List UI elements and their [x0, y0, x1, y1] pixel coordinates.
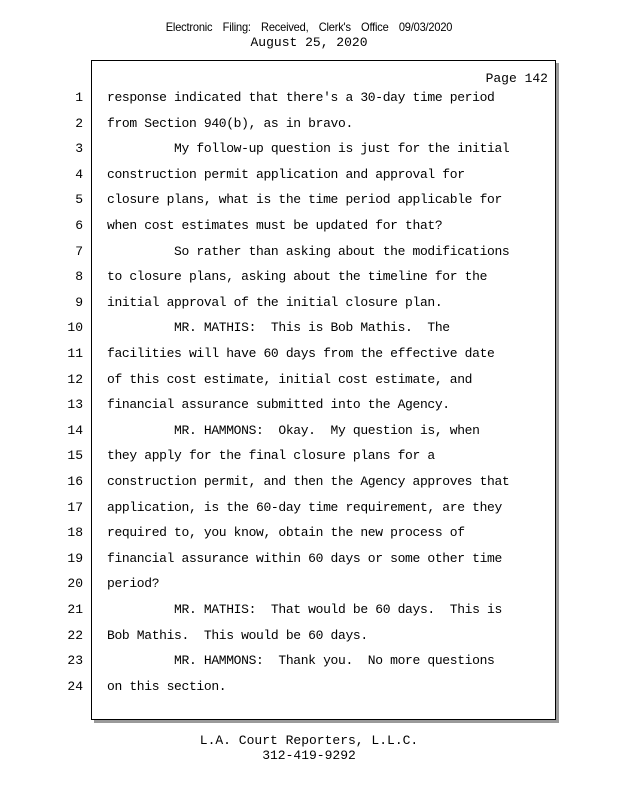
line-number: 2 [75, 115, 83, 131]
line-text: required to, you know, obtain the new process of [107, 525, 465, 541]
line-number: 14 [67, 422, 83, 438]
line-text: MR. HAMMONS: Thank you. No more questions [107, 653, 495, 669]
transcript-line [0, 192, 618, 212]
line-number: 20 [67, 576, 83, 592]
transcript-line [0, 116, 618, 136]
line-number: 23 [67, 653, 83, 669]
transcript-line [0, 295, 618, 315]
line-text: facilities will have 60 days from the effective date [107, 346, 495, 361]
transcript-line [0, 653, 618, 673]
line-number: 13 [67, 397, 83, 413]
transcript-line [0, 500, 618, 520]
transcript-line [0, 448, 618, 468]
transcript-line [0, 372, 618, 392]
line-text: So rather than asking about the modifications [107, 243, 510, 259]
filing-stamp: Electronic Filing: Received, Clerk's Office 09/03/2020 [165, 20, 453, 34]
line-text: MR. MATHIS: That would be 60 days. This is [107, 602, 502, 617]
line-text: construction permit, and then the Agency approves that [107, 474, 510, 489]
transcript-line [0, 397, 618, 417]
transcript-line [0, 679, 618, 699]
line-text: construction permit application and approval for [107, 166, 465, 182]
line-text: to closure plans, asking about the timeline for the [107, 269, 488, 285]
transcript-line [0, 474, 618, 494]
line-number: 15 [67, 448, 83, 464]
line-number: 12 [67, 371, 83, 387]
line-text: Bob Mathis. This would be 60 days. [107, 627, 368, 643]
transcript-line [0, 628, 618, 648]
line-number: 21 [67, 602, 83, 617]
transcript-line [0, 244, 618, 264]
line-number: 4 [75, 166, 83, 182]
line-text: MR. MATHIS: This is Bob Mathis. The [107, 320, 450, 336]
line-text: My follow-up question is just for the initial [107, 141, 510, 157]
line-number: 10 [67, 320, 83, 336]
line-text: when cost estimates must be updated for that? [107, 218, 443, 233]
transcript-line [0, 551, 618, 571]
line-number: 6 [75, 218, 83, 233]
line-text: they apply for the final closure plans for a [107, 448, 435, 464]
transcript-line [0, 90, 618, 110]
line-number: 7 [75, 243, 83, 259]
transcript-line [0, 423, 618, 443]
line-number: 24 [67, 678, 83, 694]
line-text: financial assurance submitted into the Agency. [107, 397, 450, 413]
footer-phone: 312-419-9292 [262, 748, 356, 763]
transcript-line [0, 320, 618, 340]
line-text: initial approval of the initial closure plan. [107, 294, 443, 310]
line-text: application, is the 60-day time requirement, are they [107, 499, 502, 515]
transcript-line [0, 141, 618, 161]
line-number: 18 [67, 525, 83, 541]
line-number: 3 [75, 141, 83, 157]
line-text: from Section 940(b), as in bravo. [107, 115, 353, 131]
transcript-line [0, 218, 618, 238]
line-number: 5 [75, 192, 83, 208]
line-number: 22 [67, 627, 83, 643]
line-text: financial assurance within 60 days or some other time [107, 550, 502, 566]
line-text: MR. HAMMONS: Okay. My question is, when [107, 422, 480, 438]
transcript-line [0, 576, 618, 596]
line-number: 19 [67, 550, 83, 566]
transcript-line [0, 167, 618, 187]
line-text: of this cost estimate, initial cost estimate, and [107, 371, 473, 387]
transcript-line [0, 269, 618, 289]
line-number: 17 [67, 499, 83, 515]
line-number: 9 [75, 294, 83, 310]
page-number: Page 142 [485, 71, 548, 86]
footer-company: L.A. Court Reporters, L.L.C. [199, 733, 419, 748]
transcript-date: August 25, 2020 [250, 35, 368, 50]
line-number: 1 [75, 90, 83, 105]
line-number: 8 [75, 269, 83, 285]
transcript-line [0, 602, 618, 622]
line-text: response indicated that there's a 30-day time period [107, 90, 495, 105]
transcript-line [0, 346, 618, 366]
line-number: 16 [67, 474, 83, 489]
line-text: period? [107, 576, 160, 592]
line-text: on this section. [107, 678, 227, 694]
transcript-line [0, 525, 618, 545]
line-text: closure plans, what is the time period applicable for [107, 192, 502, 208]
line-number: 11 [67, 346, 83, 361]
